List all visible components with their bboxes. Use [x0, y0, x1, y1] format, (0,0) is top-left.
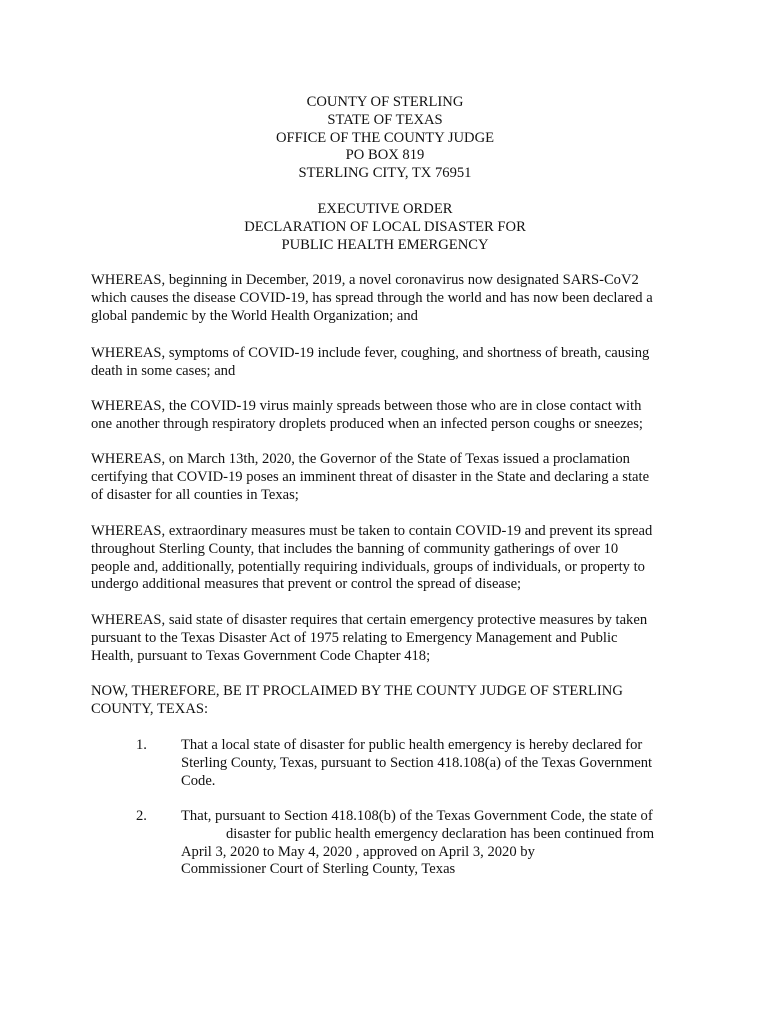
paragraph-line: WHEREAS, on March 13th, 2020, the Governor of the State of Texas issued a proclamation [91, 451, 630, 467]
paragraph-line: WHEREAS, extraordinary measures must be taken to contain COVID-19 and prevent its spread [91, 523, 653, 539]
list-number: 1. [136, 737, 147, 753]
title-line-3: PUBLIC HEALTH EMERGENCY [281, 236, 489, 253]
title-line-1: EXECUTIVE ORDER [317, 201, 453, 217]
paragraph-line: pursuant to the Texas Disaster Act of 1975 relating to Emergency Management and Public [91, 629, 618, 646]
paragraph-line: undergo additional measures that prevent or control the spread of disease; [91, 576, 522, 593]
po-box: PO BOX 819 [345, 147, 425, 164]
paragraph-line: which causes the disease COVID-19, has spread through the world and has now been declared a [91, 289, 653, 306]
paragraph-line: throughout Sterling County, that includes the banning of community gatherings of over 10 [91, 540, 619, 557]
whereas-paragraph-5 [91, 523, 681, 594]
list-item-line: Commissioner Court of Sterling County, Texas [181, 861, 456, 878]
list-item-line: April 3, 2020 to May 4, 2020 , approved on April 3, 2020 by [181, 843, 535, 860]
county-name: COUNTY OF STERLING [306, 94, 464, 110]
paragraph-line: one another through respiratory droplets produced when an infected person coughs or sneezes; [91, 415, 643, 432]
paragraph-line: certifying that COVID-19 poses an imminent threat of disaster in the State and declaring a state [91, 468, 650, 485]
list-item-line: disaster for public health emergency declaration has been continued from [226, 825, 655, 842]
paragraph-line: Health, pursuant to Texas Government Code Chapter 418; [91, 647, 431, 664]
paragraph-line: death in some cases; and [91, 362, 236, 379]
paragraph-line: of disaster for all counties in Texas; [91, 486, 299, 503]
whereas-paragraph-6 [91, 612, 681, 665]
list-item-line: That a local state of disaster for public health emergency is hereby declared for [181, 737, 643, 753]
paragraph-line: people and, additionally, potentially requiring individuals, groups of individuals, or property to [91, 558, 645, 575]
proclamation-heading [91, 683, 681, 719]
paragraph-line: global pandemic by the World Health Organization; and [91, 307, 418, 324]
office-name: OFFICE OF THE COUNTY JUDGE [275, 129, 495, 146]
paragraph-line: WHEREAS, said state of disaster requires that certain emergency protective measures by taken [91, 612, 648, 628]
letterhead [0, 94, 770, 183]
list-number: 2. [136, 808, 147, 824]
list-item-line: That, pursuant to Section 418.108(b) of the Texas Government Code, the state of [181, 808, 653, 824]
whereas-paragraph-1 [91, 272, 681, 325]
whereas-paragraph-4 [91, 451, 681, 504]
title-line-2: DECLARATION OF LOCAL DISASTER FOR [244, 218, 526, 235]
paragraph-line: WHEREAS, beginning in December, 2019, a novel coronavirus now designated SARS-CoV2 [91, 272, 639, 288]
paragraph-line: WHEREAS, the COVID-19 virus mainly spreads between those who are in close contact with [91, 398, 642, 414]
paragraph-line: COUNTY, TEXAS: [91, 700, 209, 717]
whereas-paragraph-3 [91, 398, 681, 434]
city-address: STERLING CITY, TX 76951 [298, 165, 472, 182]
paragraph-line: WHEREAS, symptoms of COVID-19 include fever, coughing, and shortness of breath, causing [91, 345, 650, 361]
list-item-body [181, 808, 681, 879]
whereas-paragraph-2 [91, 345, 681, 381]
order-title [0, 201, 770, 254]
paragraph-line: NOW, THEREFORE, BE IT PROCLAIMED BY THE COUNTY JUDGE OF STERLING [91, 683, 623, 699]
list-item-body [181, 737, 681, 790]
list-item-line: Code. [181, 772, 216, 789]
state-name: STATE OF TEXAS [327, 111, 443, 128]
list-item-line: Sterling County, Texas, pursuant to Section 418.108(a) of the Texas Government [181, 754, 653, 771]
